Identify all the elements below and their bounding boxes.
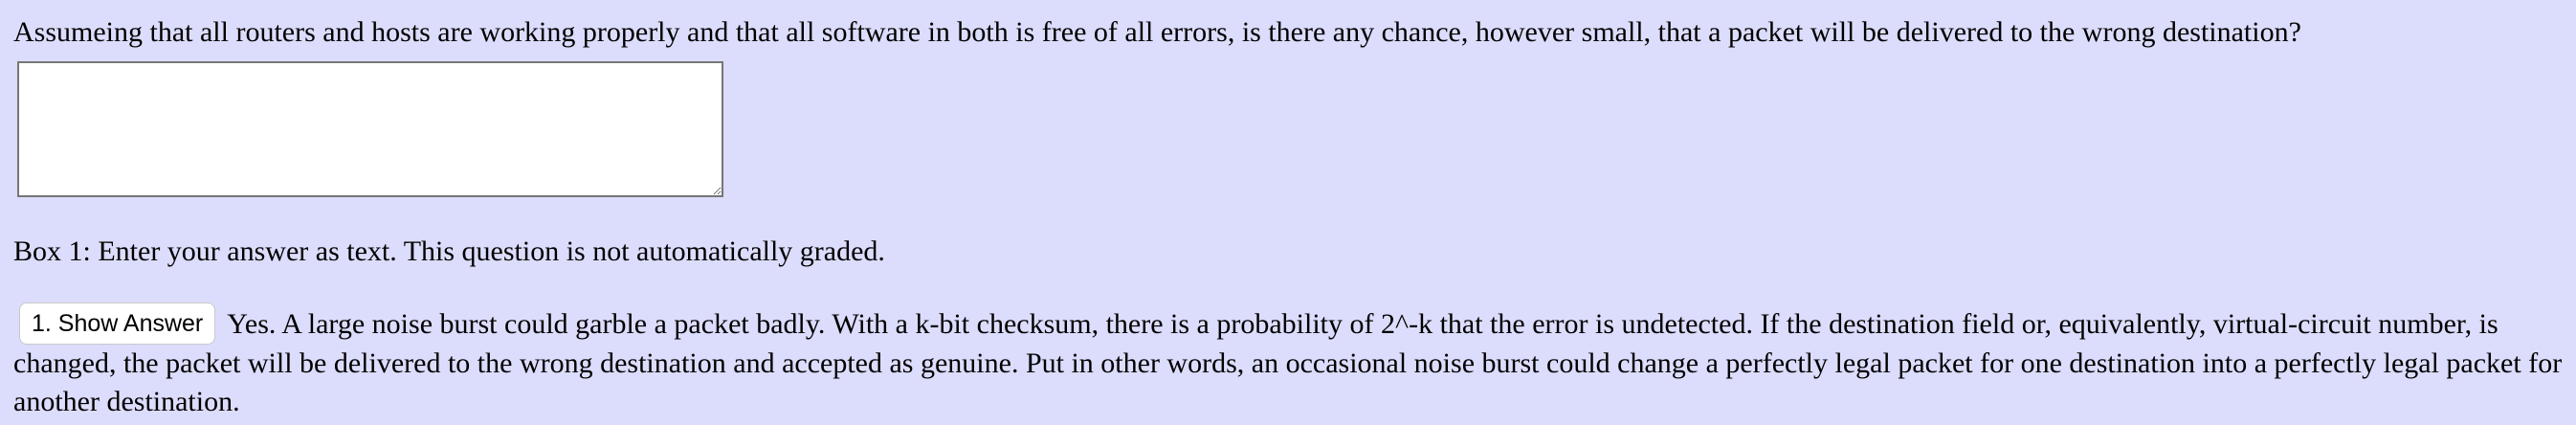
question-text: Assumeing that all routers and hosts are working properly and that all software in both is free of all errors, is there any chance, however small, that a packet will be delivered to the wrong destination? <box>13 16 2301 48</box>
answer-section <box>13 302 2563 421</box>
answer-textarea[interactable] <box>17 61 723 197</box>
show-answer-button[interactable]: 1. Show Answer <box>19 302 215 345</box>
answer-instructions: Box 1: Enter your answer as text. This question is not automatically graded. <box>13 235 885 267</box>
answer-explanation: Yes. A large noise burst could garble a packet badly. With a k-bit checksum, there is a probability of 2^-k that the error is undetected. If the destination field or, equivalently, virtual-circuit number, is changed, the packet will be delivered to the wrong destination and accepted as genuine. Put in other words, an occasional noise burst could change a perfectly legal packet for one destination into a perfectly legal packet for another destination. <box>13 308 2563 417</box>
